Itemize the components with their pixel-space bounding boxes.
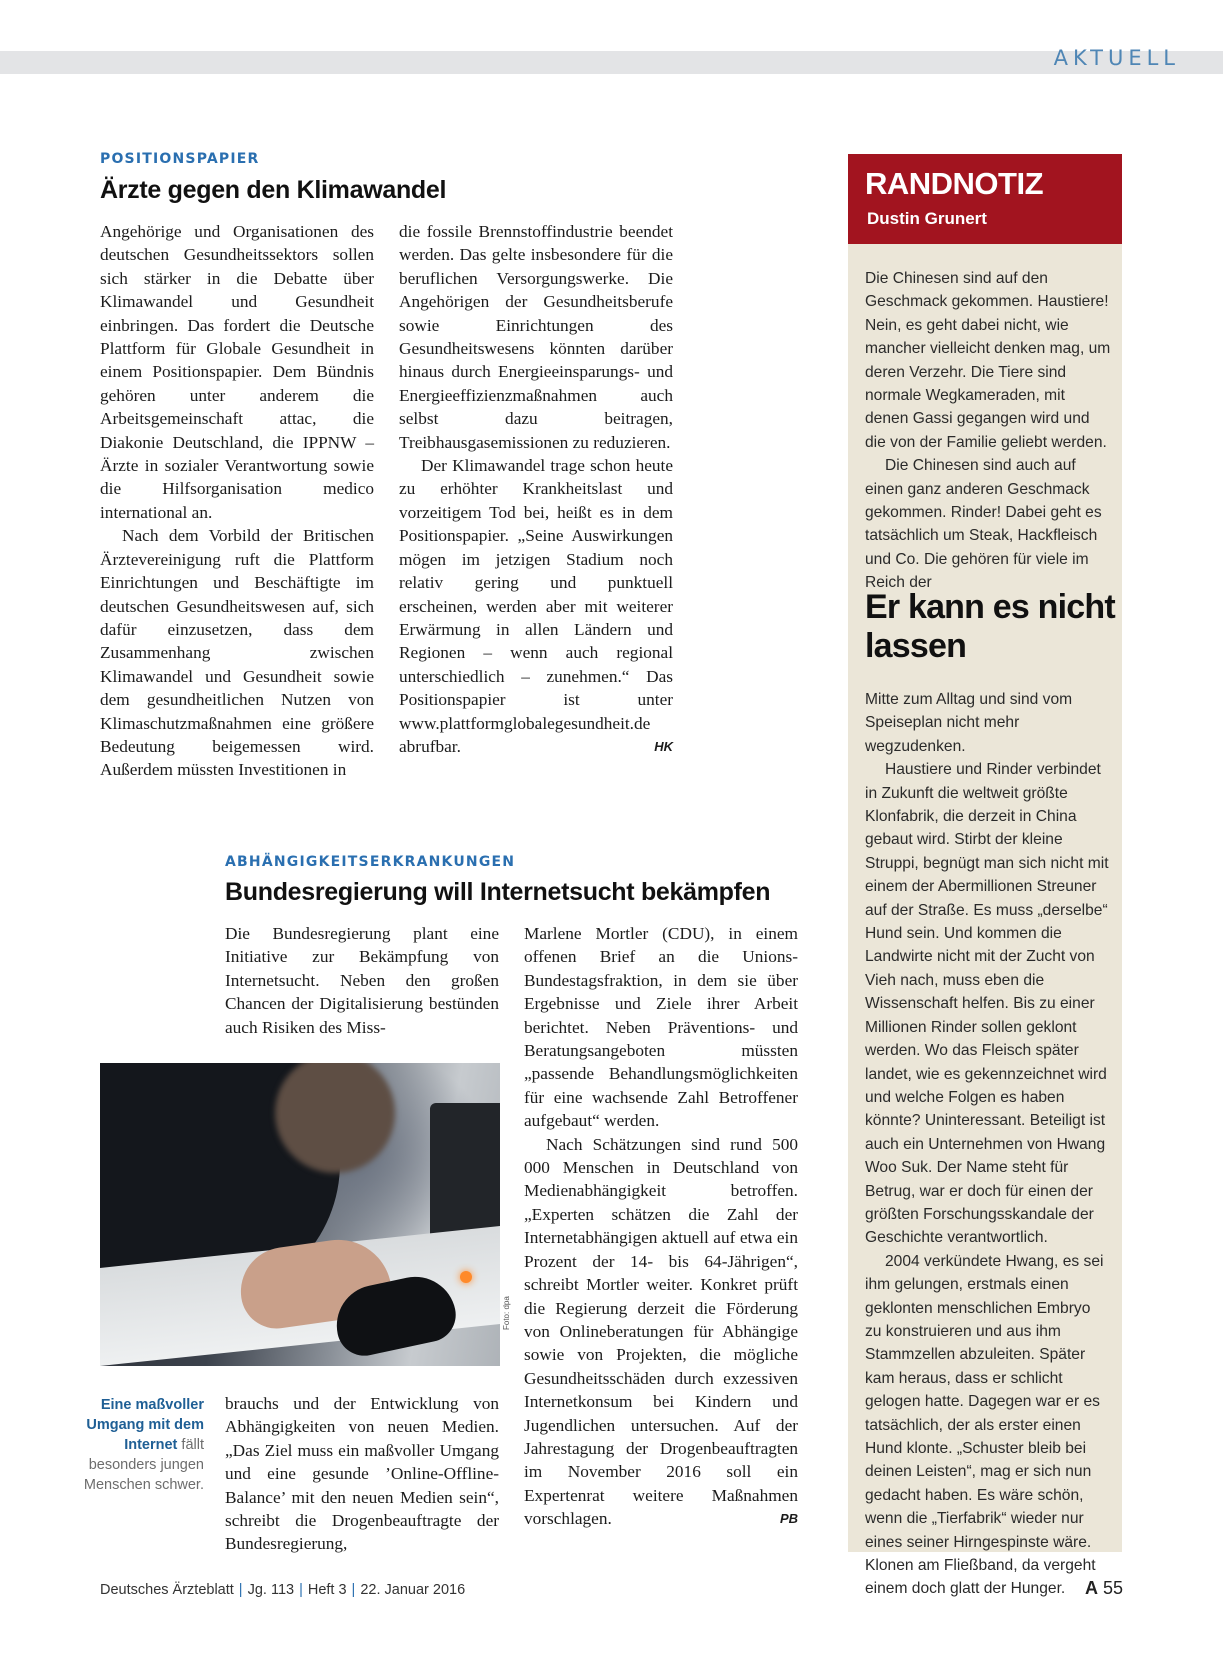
article-photo <box>100 1063 500 1366</box>
caption-text: fällt besonders jungen Menschen schwer. <box>83 1437 204 1493</box>
photo-light <box>460 1271 472 1283</box>
caption-bold: Eine maßvoller Umgang mit dem Internet <box>86 1397 204 1453</box>
randnotiz-text-top <box>865 267 1111 595</box>
randnotiz-paragraph: 2004 verkündete Hwang, es sei ihm gelungen, erstmals einen geklonten menschlichen Embryo zu konstruieren und aus ihm Stammzellen abzuleiten. Später kam heraus, dass er schlicht gelogen hatte. Dagegen war er es tatsächlich, der als erster einen Hund klonte. „Schuster bleib bei deinen Leisten“, mag er sich nun gedacht haben. Es wäre schön, wenn die „Tierfabrik“ wieder nur eines seiner Hirngespinste wäre. Klonen am Fließband, da vergeht einem doch glatt der Hunger. <box>865 1252 1104 1598</box>
footer-journal: Deutsches Ärzteblatt <box>100 1582 234 1598</box>
article2-paragraph: Marlene Mortler (CDU), in einem offenen Brief an die Unions-Bundestagsfraktion, in dem sie über Ergebnisse und Ziele ihrer Arbeit berichtet. Neben Präventions- und Beratungsangeboten müssten „passende Behandlungsmöglichkeiten für eine wachsende Zahl Betroffener aufgebaut“ werden. <box>524 924 798 1131</box>
article2-column-2 <box>524 922 798 1531</box>
article1-paragraph-text: Der Klimawandel trage schon heute zu erhöhter Krankheitslast und vorzeitigem Tod bei, heißt es in dem Positionspapier. „Seine Auswirkungen mögen im jetzigen Stadium noch relativ gering und punktuell erscheinen, werden aber mit weiterer Erwärmung in allen Ländern und Regionen – wenn auch regional unterschiedlich – zunehmen.“ Das Positionspapier ist unter www.plattformglobalegesundheit.de abrufbar. <box>399 456 673 756</box>
article1-column-1 <box>100 220 374 782</box>
article1-headline: Ärzte gegen den Klimawandel <box>100 176 447 204</box>
article2-paragraph <box>524 1133 798 1531</box>
footer: Deutsches Ärzteblatt | Jg. 113 | Heft 3 | 22. Januar 2016 <box>100 1582 466 1598</box>
randnotiz-paragraph: Mitte zum Alltag und sind vom Speiseplan nicht mehr wegzudenken. <box>865 691 1073 755</box>
randnotiz-author: Dustin Grunert <box>867 209 987 228</box>
article2-headline: Bundesregierung will Internetsucht bekämpfen <box>225 878 771 906</box>
randnotiz-paragraph: Die Chinesen sind auf den Geschmack gekommen. Haustiere! Nein, es geht dabei nicht, wie mancher vielleicht denken mag, um deren Verzehr. Die Tiere sind normale Wegkameraden, mit denen Gassi gegangen wird und die von der Familie geliebt werden. <box>865 270 1111 451</box>
article2-column-1-top <box>225 922 499 1039</box>
randnotiz-headline: Er kann es nicht lassen <box>865 588 1115 665</box>
article2-column-1-bottom <box>225 1392 499 1556</box>
article2-kicker: ABHÄNGIGKEITSERKRANKUNGEN <box>225 854 516 870</box>
photo-head <box>275 1063 395 1173</box>
randnotiz-paragraph: Die Chinesen sind auch auf einen ganz anderen Geschmack gekommen. Rinder! Dabei geht es tatsächlich um Steak, Hackfleisch und Co. Die gehören für viele im Reich der <box>865 457 1102 592</box>
page-number-value: 55 <box>1103 1578 1124 1598</box>
page-number <box>1085 1578 1123 1599</box>
article2-paragraph: brauchs und der Entwicklung von Abhängigkeiten von neuen Medien. „Das Ziel muss ein maßvoller Umgang und eine gesunde ’Online-Offline-Balance’ mit den neuen Medien sein“, schreibt die Drogenbeauftragte der Bundesregierung, <box>225 1394 499 1554</box>
randnotiz-title: RANDNOTIZ <box>865 166 1044 201</box>
photo-credit: Foto: dpa <box>502 1296 511 1330</box>
footer-date: 22. Januar 2016 <box>360 1582 466 1598</box>
footer-issue: Heft 3 <box>307 1582 347 1598</box>
article1-signature: HK <box>654 738 673 754</box>
photo-caption <box>70 1395 204 1495</box>
article1-column-2 <box>399 220 673 758</box>
section-label: AKTUELL <box>1053 46 1180 70</box>
article1-kicker: POSITIONSPAPIER <box>100 151 260 167</box>
footer-volume: Jg. 113 <box>247 1582 295 1598</box>
article1-paragraph: Angehörige und Organisationen des deutschen Gesundheitssektors sollen sich stärker in die Debatte über Klimawandel und Gesundheit einbringen. Das fordert die Deutsche Plattform für Globale Gesundheit in einem Positionspapier. Dem Bündnis gehören unter anderem die Arbeitsgemeinschaft attac, die Diakonie Deutschland, die IPPNW – Ärzte in sozialer Verantwortung sowie die Hilfsorganisation medico international an. <box>100 222 374 522</box>
randnotiz-paragraph: Haustiere und Rinder verbindet in Zukunft die weltweit größte Klonfabrik, die derzeit in China gebaut wird. Stirbt der kleine Struppi, begnügt man sich nicht mit einem der Abermillionen Streuner auf der Straße. Es muss „derselbe“ Hund sein. Und kommen die Landwirte nicht mit der Zucht von Vieh nach, muss eben die Wissenschaft helfen. Bis zu einer Millionen Rinder sollen geklont werden. Wo das Fleisch später landet, wie es gekennzeichnet wird und welche Folgen es haben könnte? Uninteressant. Beteiligt ist auch ein Unternehmen von Hwang Woo Suk. Der Name steht für Betrug, war er doch für einen der größten Forschungsskandale der Geschichte verantwortlich. <box>865 761 1109 1247</box>
randnotiz-text-bottom <box>865 688 1111 1601</box>
article2-signature: PB <box>779 1511 798 1527</box>
page-prefix: A <box>1085 1578 1098 1598</box>
article1-paragraph <box>399 454 673 758</box>
article1-paragraph: Nach dem Vorbild der Britischen Ärztevereinigung ruft die Plattform Einrichtungen und Beschäftigte im deutschen Gesundheitswesen auf, sich dafür einzusetzen, dass dem Zusammenhang zwischen Klimawandel und Gesundheit sowie dem gesundheitlichen Nutzen von Klimaschutzmaßnahmen eine größere Bedeutung beigemessen wird. Außerdem müssten Investitionen in <box>100 526 374 780</box>
article2-paragraph-text: Nach Schätzungen sind rund 500 000 Menschen in Deutschland von Medienabhängigkeit betroffen. „Experten schätzen die Zahl der Internetabhängigen aktuell auf etwa ein Prozent der 14- bis 64-Jährigen“, schreibt Mortler weiter. Konkret prüft die Regierung derzeit die Förderung von Onlineberatungen für Abhängige sowie von Projekten, die mögliche Gesundheitsschäden durch exzessiven Internetkonsum bei Kindern und Jugendlichen untersuchen. Auf der Jahrestagung der Drogenbeauftragten im November 2016 soll ein Expertenrat weitere Maßnahmen vorschlagen. <box>524 1134 798 1529</box>
article2-paragraph: Die Bundesregierung plant eine Initiative zur Bekämpfung von Internetsucht. Neben den großen Chancen der Digitalisierung bestünden auch Risiken des Miss- <box>225 924 499 1037</box>
article1-paragraph: die fossile Brennstoffindustrie beendet werden. Das gelte insbesondere für die beruflichen Versorgungswerke. Die Angehörigen der Gesundheitsberufe sowie Einrichtungen des Gesundheitswesens könnten darüber hinaus durch Energieeinsparungs- und Energieeffizienzmaßnahmen auch selbst dazu beitragen, Treibhausgasemissionen zu reduzieren. <box>399 222 673 452</box>
